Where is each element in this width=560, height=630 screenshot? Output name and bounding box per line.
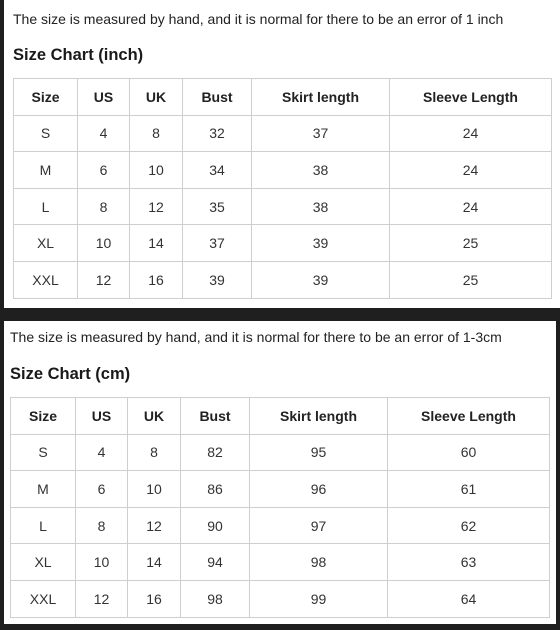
- inch-measurement-note: The size is measured by hand, and it is normal for there to be an error of 1 inch: [13, 11, 504, 27]
- header-bust: Bust: [181, 398, 250, 435]
- cell-bust: 35: [183, 188, 252, 225]
- cell-skirt-length: 38: [252, 188, 390, 225]
- table-row: [14, 225, 552, 262]
- table-row: [11, 580, 550, 617]
- header-uk: UK: [128, 398, 181, 435]
- cell-uk: 16: [130, 261, 183, 298]
- cell-us: 4: [78, 115, 130, 152]
- table-header-row: [14, 79, 552, 116]
- cell-uk: 16: [128, 580, 181, 617]
- cell-uk: 8: [130, 115, 183, 152]
- cell-bust: 37: [183, 225, 252, 262]
- cell-uk: 14: [128, 544, 181, 581]
- cell-us: 8: [78, 188, 130, 225]
- cell-sleeve-length: 25: [390, 261, 552, 298]
- cell-size: XXL: [14, 261, 78, 298]
- cell-uk: 10: [128, 471, 181, 508]
- cm-chart-title: Size Chart (cm): [10, 365, 131, 383]
- cm-measurement-note: The size is measured by hand, and it is normal for there to be an error of 1-3cm: [10, 329, 502, 345]
- header-us: US: [78, 79, 130, 116]
- cell-uk: 12: [128, 507, 181, 544]
- header-bust: Bust: [183, 79, 252, 116]
- cell-size: XL: [11, 544, 76, 581]
- cell-skirt-length: 98: [250, 544, 388, 581]
- table-row: [11, 471, 550, 508]
- cell-uk: 8: [128, 434, 181, 471]
- cell-size: M: [14, 152, 78, 189]
- header-skirt-length: Skirt length: [252, 79, 390, 116]
- cell-sleeve-length: 25: [390, 225, 552, 262]
- cell-skirt-length: 38: [252, 152, 390, 189]
- cell-us: 12: [76, 580, 128, 617]
- table-header-row: [11, 398, 550, 435]
- cell-us: 6: [78, 152, 130, 189]
- header-size: Size: [11, 398, 76, 435]
- cell-sleeve-length: 62: [388, 507, 550, 544]
- cell-us: 4: [76, 434, 128, 471]
- cell-bust: 86: [181, 471, 250, 508]
- cell-skirt-length: 99: [250, 580, 388, 617]
- cell-sleeve-length: 24: [390, 188, 552, 225]
- table-row: [11, 544, 550, 581]
- header-sleeve-length: Sleeve Length: [390, 79, 552, 116]
- cell-skirt-length: 39: [252, 261, 390, 298]
- cm-size-table: [10, 397, 550, 618]
- header-size: Size: [14, 79, 78, 116]
- cell-uk: 10: [130, 152, 183, 189]
- table-row: [11, 434, 550, 471]
- cell-bust: 94: [181, 544, 250, 581]
- cell-skirt-length: 39: [252, 225, 390, 262]
- table-row: [14, 261, 552, 298]
- cell-size: XL: [14, 225, 78, 262]
- cell-us: 10: [78, 225, 130, 262]
- cell-bust: 82: [181, 434, 250, 471]
- cell-sleeve-length: 61: [388, 471, 550, 508]
- cell-bust: 39: [183, 261, 252, 298]
- cell-size: L: [11, 507, 76, 544]
- inch-chart-title: Size Chart (inch): [13, 46, 144, 64]
- header-us: US: [76, 398, 128, 435]
- cell-bust: 32: [183, 115, 252, 152]
- cell-uk: 12: [130, 188, 183, 225]
- table-row: [14, 152, 552, 189]
- cell-skirt-length: 95: [250, 434, 388, 471]
- cell-size: S: [11, 434, 76, 471]
- table-row: [14, 115, 552, 152]
- cell-us: 12: [78, 261, 130, 298]
- cell-size: L: [14, 188, 78, 225]
- table-row: [11, 507, 550, 544]
- table-row: [14, 188, 552, 225]
- cell-uk: 14: [130, 225, 183, 262]
- header-skirt-length: Skirt length: [250, 398, 388, 435]
- cell-size: S: [14, 115, 78, 152]
- header-sleeve-length: Sleeve Length: [388, 398, 550, 435]
- cell-size: XXL: [11, 580, 76, 617]
- cell-us: 10: [76, 544, 128, 581]
- inch-size-chart-panel: [4, 0, 560, 308]
- cell-sleeve-length: 60: [388, 434, 550, 471]
- cell-sleeve-length: 63: [388, 544, 550, 581]
- cell-bust: 98: [181, 580, 250, 617]
- cell-sleeve-length: 24: [390, 152, 552, 189]
- inch-size-table: [13, 78, 552, 299]
- cell-skirt-length: 37: [252, 115, 390, 152]
- cell-skirt-length: 97: [250, 507, 388, 544]
- cell-us: 8: [76, 507, 128, 544]
- cell-bust: 34: [183, 152, 252, 189]
- header-uk: UK: [130, 79, 183, 116]
- cell-bust: 90: [181, 507, 250, 544]
- cell-us: 6: [76, 471, 128, 508]
- cell-sleeve-length: 64: [388, 580, 550, 617]
- cell-skirt-length: 96: [250, 471, 388, 508]
- cell-sleeve-length: 24: [390, 115, 552, 152]
- cell-size: M: [11, 471, 76, 508]
- cm-size-chart-panel: [4, 321, 556, 624]
